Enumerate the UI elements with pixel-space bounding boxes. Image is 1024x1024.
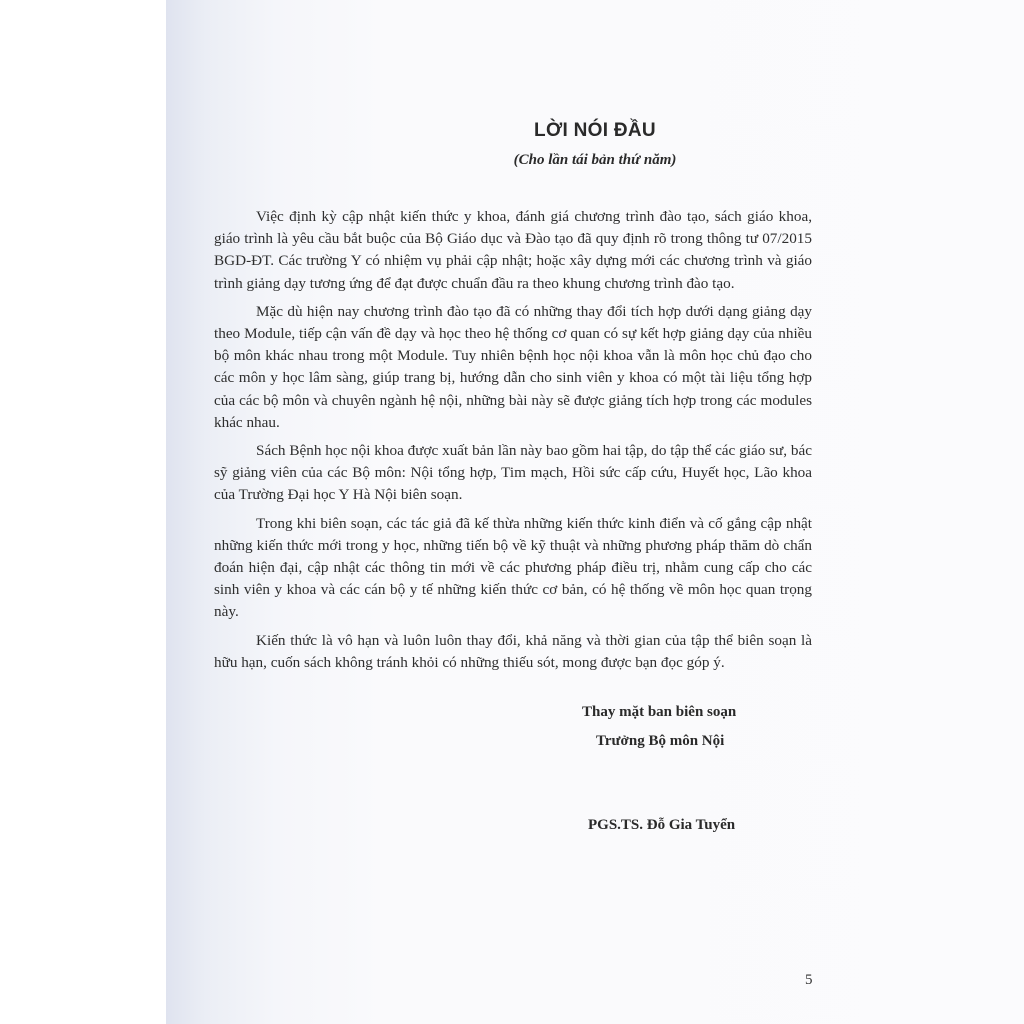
page-number: 5 [805, 972, 813, 988]
paragraph-1: Việc định kỳ cập nhật kiến thức y khoa, đánh giá chương trình đào tạo, sách giáo khoa, giáo trình là yêu cầu bắt buộc của Bộ Giáo dục và Đào tạo đã quy định rõ trong thông tư 07/2015 BGD-ĐT. Các trường Y có nhiệm vụ phải cập nhật; hoặc xây dựng mới các chương trình và giáo trình giảng dạy tương ứng để đạt được chuẩn đầu ra theo khung chương trình đào tạo. [214, 208, 812, 292]
scan-margin [0, 0, 166, 1024]
paragraph-4: Trong khi biên soạn, các tác giả đã kế thừa những kiến thức kinh điển và cố gắng cập nhật những kiến thức mới trong y học, những tiến bộ về kỹ thuật và những phương pháp thăm dò chẩn đoán hiện đại, cập nhật các thông tin mới về các phương pháp điều trị, nhằm cung cấp cho các sinh viên y khoa và các cán bộ y tế những kiến thức cơ bản, có hệ thống về môn học quan trọng này. [214, 514, 812, 621]
page-subtitle: (Cho lần tái bản thứ năm) [513, 152, 677, 168]
signature-line-2: Trưởng Bộ môn Nội [596, 733, 725, 749]
paragraph-2: Mặc dù hiện nay chương trình đào tạo đã có những thay đổi tích hợp dưới dạng giảng dạy theo Module, tiếp cận vấn đề dạy và học theo hệ thống cơ quan có sự kết hợp giảng dạy của nhiều bộ môn khác nhau trong một Module. Tuy nhiên bệnh học nội khoa vẫn là môn học chủ đạo cho các môn y học lâm sàng, giúp trang bị, hướng dẫn cho sinh viên y khoa có một tài liệu tổng hợp của các bộ môn và chuyên ngành hệ nội, những bài này sẽ được giảng tích hợp trong các modules khác nhau. [214, 302, 812, 431]
page-title: LỜI NÓI ĐẦU [534, 120, 656, 141]
body-text [214, 206, 812, 680]
paragraph-5: Kiến thức là vô hạn và luôn luôn thay đổi, khả năng và thời gian của tập thể biên soạn là hữu hạn, cuốn sách không tránh khỏi có những thiếu sót, mong được bạn đọc góp ý. [214, 631, 812, 671]
signer-name: PGS.TS. Đỗ Gia Tuyển [588, 817, 736, 833]
signature-line-1: Thay mặt ban biên soạn [582, 704, 737, 720]
book-page [166, 0, 1024, 1024]
paragraph-3: Sách Bệnh học nội khoa được xuất bản lần này bao gồm hai tập, do tập thể các giáo sư, bác sỹ giảng viên của các Bộ môn: Nội tổng hợp, Tim mạch, Hồi sức cấp cứu, Huyết học, Lão khoa của Trường Đại học Y Hà Nội biên soạn. [214, 442, 812, 504]
